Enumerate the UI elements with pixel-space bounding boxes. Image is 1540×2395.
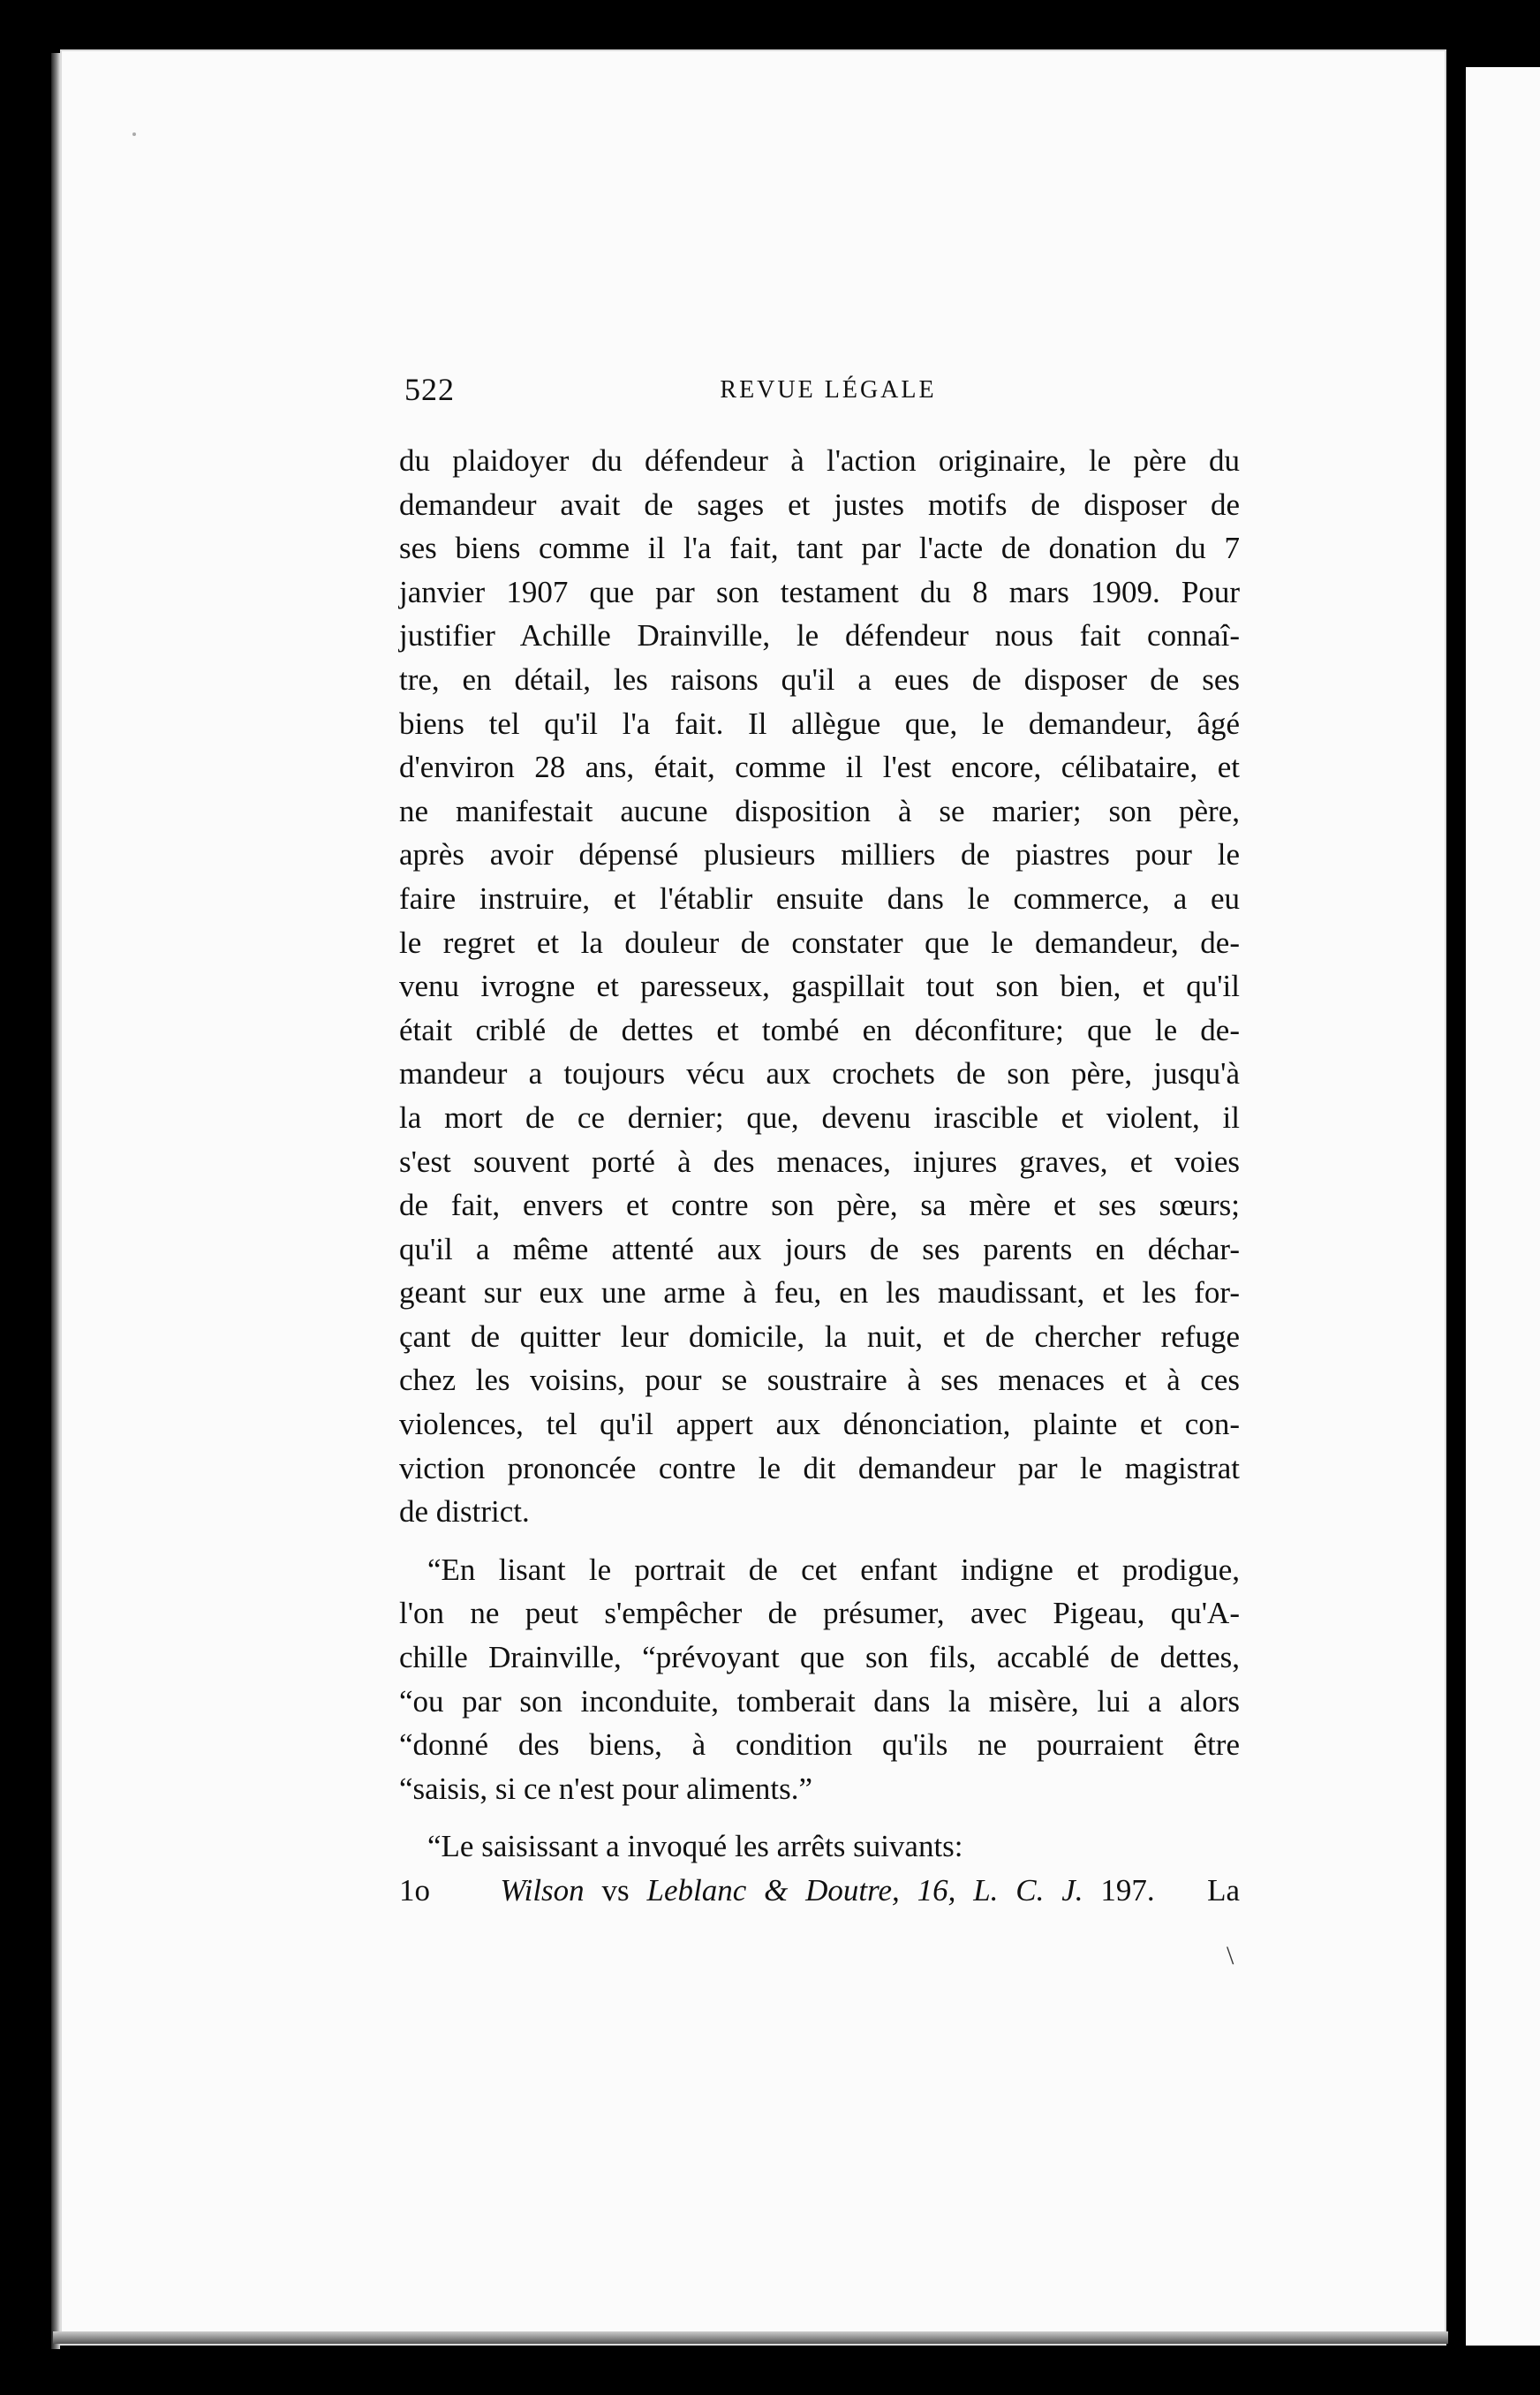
text-line: le regret et la douleur de constater que le demandeur, de- (399, 925, 1240, 960)
text-line: était criblé de dettes et tombé en déconfiture; que le de- (399, 1012, 1240, 1047)
text-line: ses biens comme il l'a fait, tant par l'acte de donation du 7 (399, 531, 1240, 566)
journal-title: REVUE LÉGALE (720, 376, 937, 404)
text-line: ne manifestait aucune disposition à se marier; son père, (399, 793, 1240, 828)
defendants: Leblanc & Doutre, (646, 1873, 900, 1908)
text-line: du plaidoyer du défendeur à l'action originaire, le père du (399, 443, 1240, 478)
text-line: biens tel qu'il l'a fait. Il allègue que, le demandeur, âgé (399, 706, 1240, 741)
text-line: viction prononcée contre le dit demandeur par le magistrat (399, 1450, 1240, 1485)
text-line: faire instruire, et l'établir ensuite dans le commerce, a eu (399, 880, 1240, 916)
text-line: demandeur avait de sages et justes motifs de disposer de (399, 487, 1240, 522)
text-line: janvier 1907 que par son testament du 8 mars 1909. Pour (399, 574, 1240, 609)
adjacent-page-strip (1466, 67, 1540, 2346)
paragraph-gap (399, 1534, 1240, 1548)
page-number: 522 (404, 372, 455, 407)
stray-mark: \ (1227, 1941, 1234, 1970)
text-line: après avoir dépensé plusieurs milliers de piastres pour le (399, 837, 1240, 873)
margin-speck (132, 132, 136, 136)
versus: vs (601, 1873, 630, 1908)
page-left-edge (51, 53, 60, 2349)
text-line: justifier Achille Drainville, le défendeur nous fait connaî- (399, 618, 1240, 654)
text-line: geant sur eux une arme à feu, en les maudissant, et les for- (399, 1275, 1240, 1311)
case-reference (399, 1869, 1240, 1913)
citation: 16, L. C. J. (917, 1873, 1083, 1908)
text-line: çant de quitter leur domicile, la nuit, et de chercher refuge (399, 1318, 1240, 1354)
text-line: de district. (399, 1494, 530, 1530)
text-line: “saisis, si ce n'est pour aliments.” (399, 1771, 813, 1806)
paragraph (399, 1548, 1240, 1811)
text-line: la mort de ce dernier; que, devenu irascible et violent, il (399, 1099, 1240, 1135)
text-line: “ou par son inconduite, tomberait dans la misère, lui a alors (399, 1683, 1240, 1719)
text-line: venu ivrogne et paresseux, gaspillait tout son bien, et qu'il (399, 969, 1240, 1004)
paragraph (399, 1825, 1240, 1869)
text-line: “donné des biens, à condition qu'ils ne pourraient être (399, 1727, 1240, 1763)
text-line: chez les voisins, pour se soustraire à ses menaces et à ces (399, 1363, 1240, 1398)
text-line: qu'il a même attenté aux jours de ses parents en déchar- (399, 1231, 1240, 1266)
text-line: l'on ne peut s'empêcher de présumer, avec Pigeau, qu'A- (399, 1596, 1240, 1631)
paragraph (399, 439, 1240, 1534)
text-line: s'est souvent porté à des menaces, injures graves, et voies (399, 1144, 1240, 1179)
text-line: violences, tel qu'il appert aux dénonciation, plainte et con- (399, 1407, 1240, 1442)
page-bottom-edge (53, 2331, 1448, 2344)
text-line: mandeur a toujours vécu aux crochets de son père, jusqu'à (399, 1056, 1240, 1092)
running-head (404, 371, 1252, 415)
text-line: “En lisant le portrait de cet enfant indigne et prodigue, (427, 1552, 1240, 1587)
reference-number: 1o (399, 1873, 430, 1908)
gutter-shadow (1448, 67, 1466, 2346)
continuation-word: La (1207, 1873, 1241, 1908)
text-line: d'environ 28 ans, était, comme il l'est encore, célibataire, et (399, 750, 1240, 785)
paragraphs (399, 439, 1240, 1869)
body-text (399, 439, 1240, 1913)
text-line: de fait, envers et contre son père, sa mère et ses sœurs; (399, 1188, 1240, 1223)
citation-page: 197. (1100, 1873, 1155, 1908)
text-line: “Le saisissant a invoqué les arrêts suivants: (427, 1829, 963, 1864)
case-name: Wilson (500, 1873, 585, 1908)
paragraph-gap (399, 1810, 1240, 1825)
text-line: chille Drainville, “prévoyant que son fils, accablé de dettes, (399, 1640, 1240, 1675)
text-line: tre, en détail, les raisons qu'il a eues de disposer de ses (399, 661, 1240, 697)
